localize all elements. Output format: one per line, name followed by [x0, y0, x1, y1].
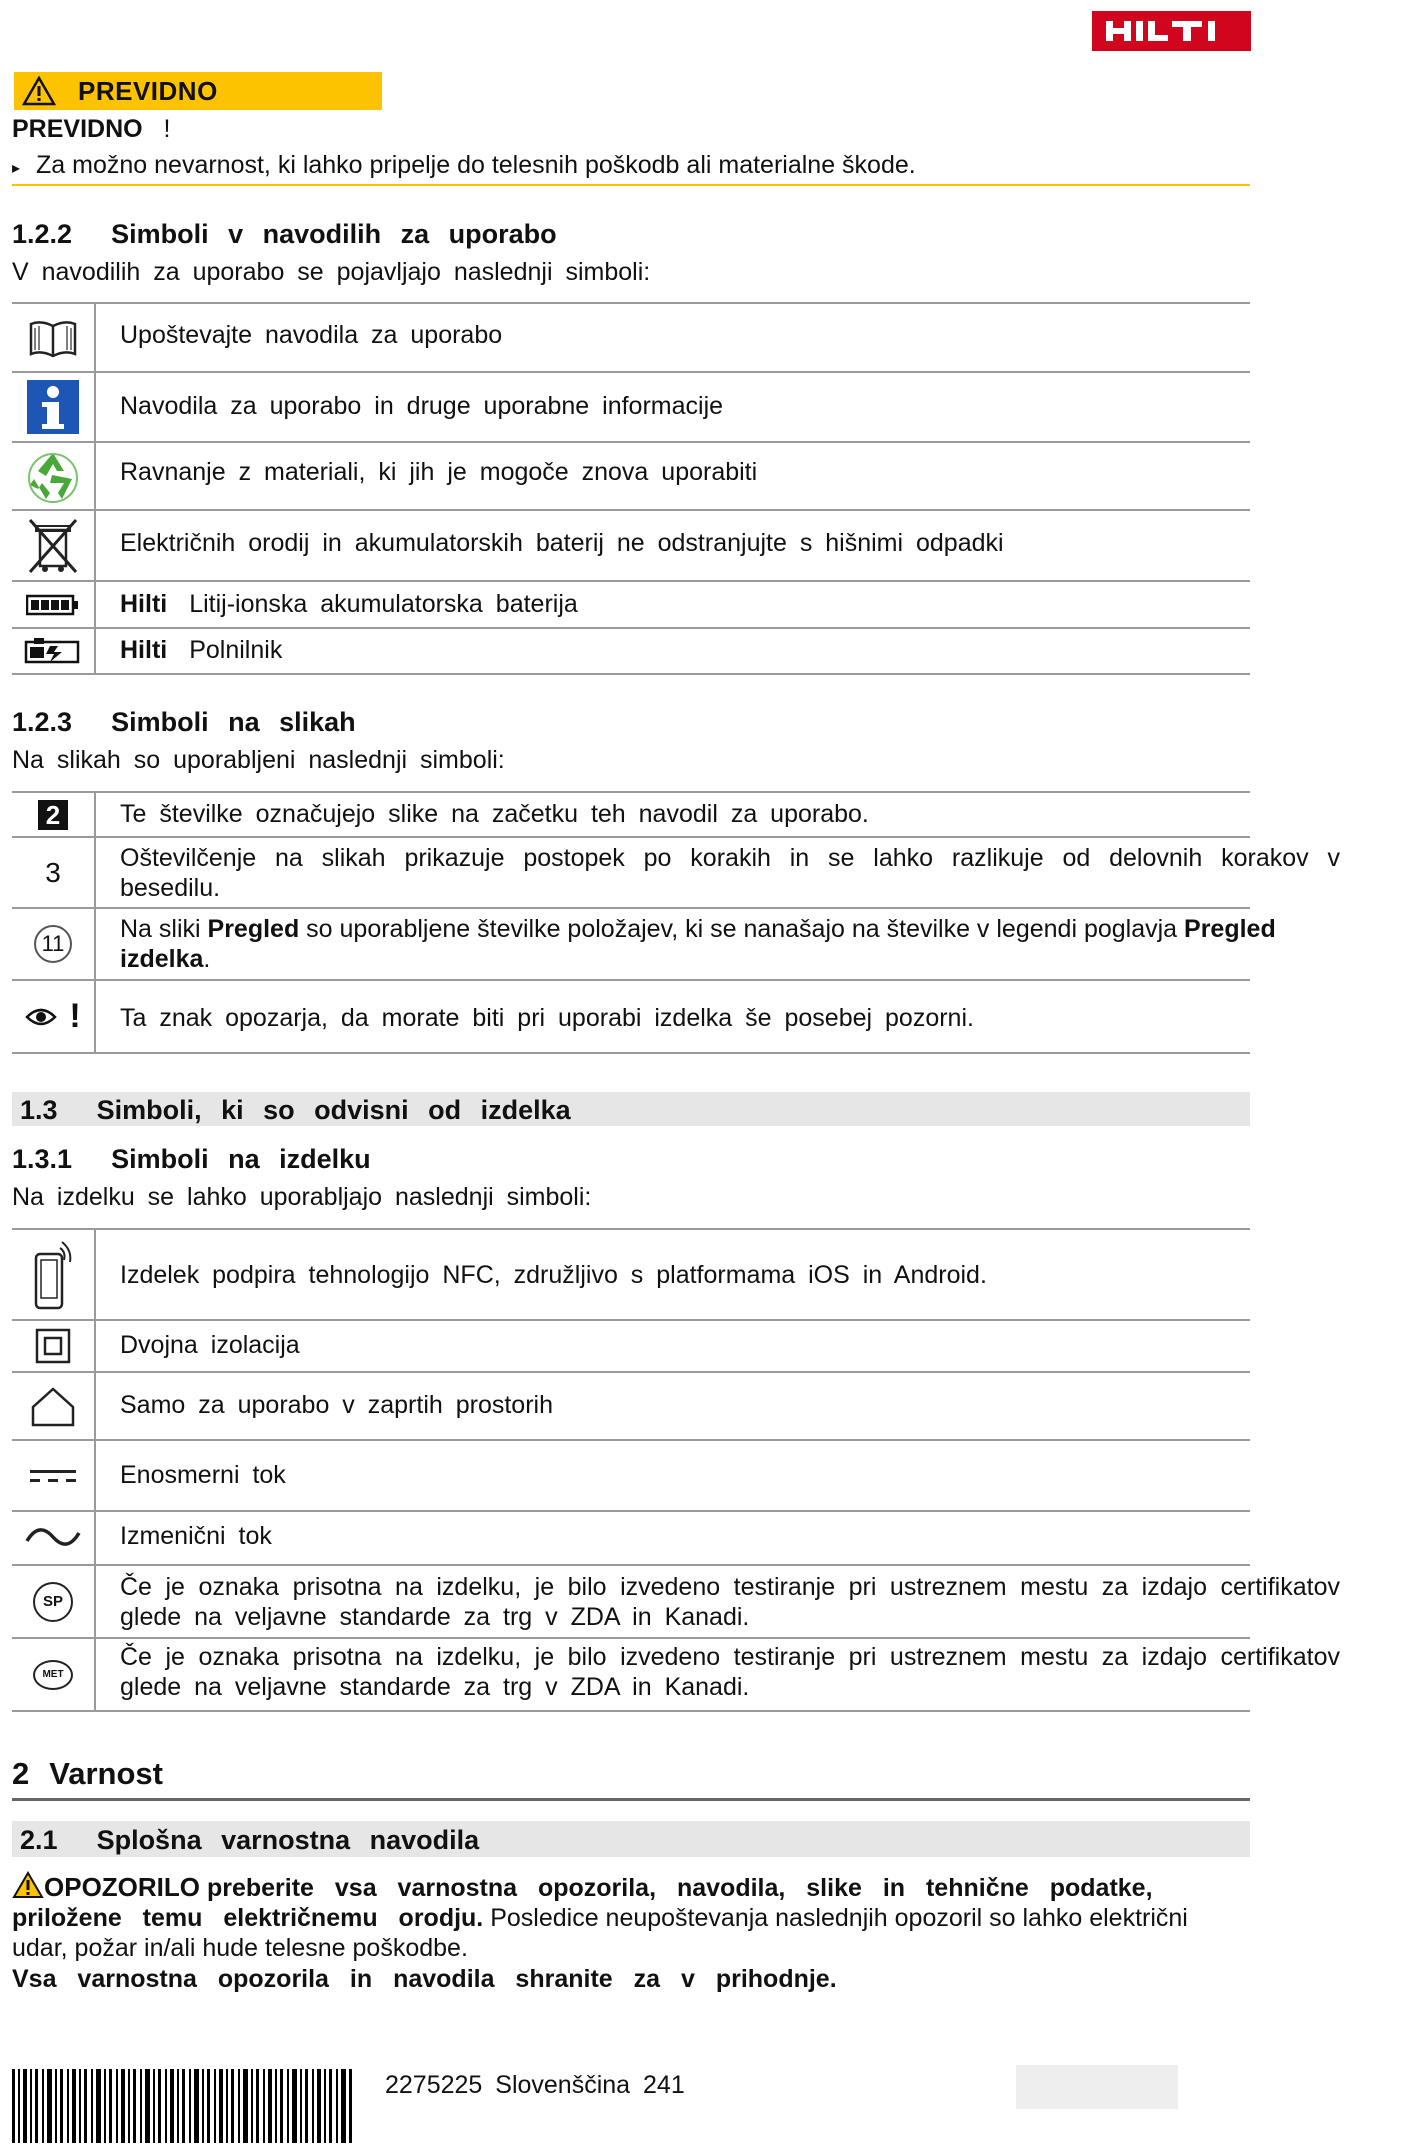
recycle-row-text: Ravnanje z materiali, ki jih je mogoče znova uporabiti: [120, 458, 758, 486]
alternating-current-icon: [12, 1512, 94, 1564]
chapter-2-divider: [12, 1798, 1250, 1801]
battery-row-text: Hilti Litij-ionska akumulatorska baterija: [120, 590, 578, 618]
info-icon: [12, 373, 94, 441]
step-number-icon: 3: [45, 856, 61, 888]
section-1-3-1-heading: 1.3.1 Simboli na izdelku: [12, 1144, 371, 1174]
bin-row-text: Električnih orodij in akumulatorskih baterij ne odstranjujte s hišnimi odpadki: [120, 529, 1004, 557]
step-number-row-text: Oštevilčenje na slikah prikazuje postopek po korakih in se lahko razlikuje od delovnih korakov v besedilu.: [120, 844, 1340, 902]
section-1-2-3-heading: 1.2.3 Simboli na slikah: [12, 707, 356, 737]
section-1-2-2-heading: 1.2.2 Simboli v navodilih za uporabo: [12, 219, 557, 249]
indoor-row-text: Samo za uporabo v zaprtih prostorih: [120, 1391, 553, 1419]
figure-number-icon: 2: [12, 793, 94, 836]
section-1-2-2-intro: V navodilih za uporabo se pojavljajo naslednji simboli:: [12, 258, 651, 286]
eye-attention-row-text: Ta znak opozarja, da morate biti pri uporabi izdelka še posebej pozorni.: [120, 1004, 974, 1032]
caution-description: ▸ Za možno nevarnost, ki lahko pripelje do telesnih poškodb ali materialne škode.: [12, 151, 916, 179]
caution-banner-label: PREVIDNO: [78, 75, 218, 106]
manual-row-text: Upoštevajte navodila za uporabo: [120, 321, 503, 349]
footer-page-info: 2275225 Slovenščina 241: [385, 2071, 685, 2099]
double-insulation-icon: [12, 1321, 94, 1371]
crossed-bin-icon: [12, 511, 94, 580]
csa-mark-icon: SP: [12, 1566, 94, 1637]
info-row-text: Navodila za uporabo in druge uporabne informacije: [120, 392, 724, 420]
section-1-3-1-intro: Na izdelku se lahko uporabljajo naslednji simboli:: [12, 1183, 592, 1211]
symbols-manual-table: [12, 302, 1250, 675]
general-warning-paragraph: OPOZORILO preberite vsa varnostna opozorila, navodila, slike in tehnične podatke, priložene temu električnemu orodju. Posledice neupoštevanja naslednjih opozoril so lahko električni udar, požar in/ali hude telesne poškodbe.: [12, 1872, 1188, 1962]
section-1-3-heading: 1.3 Simboli, ki so odvisni od izdelka: [20, 1095, 571, 1125]
double-insulation-row-text: Dvojna izolacija: [120, 1331, 300, 1359]
section-1-2-3-intro: Na slikah so uporabljeni naslednji simboli:: [12, 746, 505, 774]
charger-row-text: Hilti Polnilnik: [120, 636, 283, 664]
eye-attention-icon: !: [12, 981, 94, 1052]
warning-triangle-icon: [12, 1871, 44, 1899]
caution-title: PREVIDNO !: [12, 115, 171, 143]
footer-placeholder-box: [1016, 2065, 1178, 2109]
hilti-logo: [1092, 11, 1251, 51]
battery-icon: [12, 582, 94, 627]
nfc-row-text: Izdelek podpira tehnologijo NFC, združljivo s platformama iOS in Android.: [120, 1261, 987, 1289]
charger-icon: [12, 629, 94, 673]
indoor-house-icon: [12, 1373, 94, 1439]
position-number-row-text: Na sliki Pregled so uporabljene številke položajev, ki se nanašajo na številke v legendi poglavja Pregled izdelka.: [120, 915, 1276, 973]
warning-triangle-icon: [22, 76, 56, 106]
met-row-text: Če je oznaka prisotna na izdelku, je bilo izvedeno testiranje pri ustreznem mestu za izdajo certifikatov glede na veljavne standarde za trg v ZDA in Kanadi.: [120, 1643, 1340, 1701]
manual-icon: [12, 304, 94, 371]
barcode: [12, 2069, 352, 2143]
direct-current-icon: [12, 1441, 94, 1510]
position-number-icon: 11: [12, 909, 94, 979]
caution-divider: [12, 184, 1250, 186]
symbols-figures-table: [12, 791, 1340, 1054]
recycle-icon: [12, 443, 94, 509]
section-2-1-heading: 2.1 Splošna varnostna navodila: [20, 1825, 480, 1855]
symbols-product-table: [12, 1228, 1340, 1712]
direct-current-row-text: Enosmerni tok: [120, 1461, 286, 1489]
nfc-phone-icon: [12, 1230, 94, 1319]
figure-number-row-text: Te številke označujejo slike na začetku teh navodil za uporabo.: [120, 800, 869, 828]
csa-row-text: Če je oznaka prisotna na izdelku, je bilo izvedeno testiranje pri ustreznem mestu za izdajo certifikatov glede na veljavne standarde za trg v ZDA in Kanadi.: [120, 1573, 1340, 1631]
keep-instructions-text: Vsa varnostna opozorila in navodila shranite za v prihodnje.: [12, 1965, 837, 1993]
met-mark-icon: MET: [12, 1639, 94, 1710]
alternating-current-row-text: Izmenični tok: [120, 1522, 272, 1550]
caution-banner: [14, 72, 382, 110]
chapter-2-heading: 2 Varnost: [12, 1756, 163, 1791]
hilti-logo-mark: [1102, 19, 1242, 43]
